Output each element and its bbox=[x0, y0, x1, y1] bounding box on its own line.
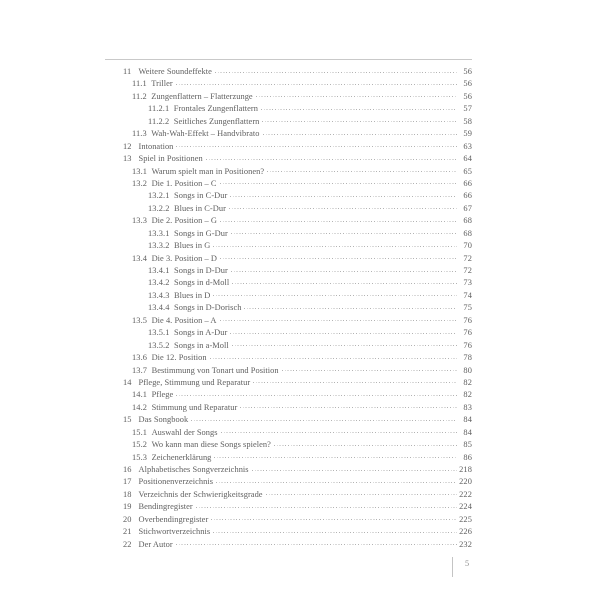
toc-entry[interactable] bbox=[105, 178, 472, 190]
toc-entry[interactable] bbox=[105, 340, 472, 352]
toc-entry-page-number: 82 bbox=[463, 377, 472, 387]
toc-entry-number: 13.4.4 bbox=[148, 303, 170, 313]
toc-leader-dots bbox=[213, 246, 456, 247]
toc-entry[interactable] bbox=[105, 166, 472, 178]
toc-entry-title: Die 1. Position – C bbox=[151, 178, 217, 188]
toc-leader-dots bbox=[274, 445, 457, 446]
toc-entry-page-number: 56 bbox=[463, 79, 472, 89]
toc-entry-number: 12 bbox=[123, 141, 132, 151]
toc-entry[interactable] bbox=[105, 526, 472, 538]
toc-leader-dots bbox=[220, 320, 457, 321]
toc-entry-page-number: 84 bbox=[463, 427, 472, 437]
toc-entry-page-number: 80 bbox=[463, 365, 472, 375]
toc-entry[interactable] bbox=[105, 290, 472, 302]
toc-entry-number: 14.2 bbox=[132, 402, 148, 412]
toc-leader-dots bbox=[220, 221, 457, 222]
toc-entry-number: 17 bbox=[123, 477, 132, 487]
toc-entry[interactable] bbox=[105, 66, 472, 78]
toc-leader-dots bbox=[221, 432, 457, 433]
toc-entry-page-number: 84 bbox=[463, 415, 472, 425]
toc-leader-dots bbox=[210, 358, 457, 359]
toc-entry[interactable] bbox=[105, 277, 472, 289]
toc-entry[interactable] bbox=[105, 414, 472, 426]
toc-entry-page-number: 57 bbox=[463, 104, 472, 114]
toc-entry-page-number: 72 bbox=[463, 266, 472, 275]
toc-entry-title: Wah-Wah-Effekt – Handvibrato bbox=[151, 129, 260, 139]
toc-entry[interactable] bbox=[105, 302, 472, 314]
toc-leader-dots bbox=[215, 72, 457, 73]
toc-leader-dots bbox=[206, 159, 457, 160]
toc-entry-page-number: 220 bbox=[459, 477, 472, 487]
toc-entry-number: 13.5.2 bbox=[148, 340, 170, 350]
toc-entry-number: 13.5.1 bbox=[148, 328, 170, 338]
toc-entry-title: Positionenverzeichnis bbox=[138, 477, 214, 487]
toc-entry-number: 13.2.1 bbox=[148, 191, 170, 201]
toc-entry-title: Das Songbook bbox=[138, 415, 189, 425]
toc-entry[interactable] bbox=[105, 203, 472, 215]
toc-entry[interactable] bbox=[105, 240, 472, 252]
toc-entry-title: Spiel in Positionen bbox=[138, 154, 203, 164]
toc-entry-number: 13.1 bbox=[132, 166, 148, 176]
toc-leader-dots bbox=[267, 171, 456, 172]
toc-entry[interactable] bbox=[105, 78, 472, 90]
toc-entry-number: 14 bbox=[123, 377, 132, 387]
toc-entry-page-number: 56 bbox=[463, 91, 472, 101]
toc-entry[interactable] bbox=[105, 265, 472, 277]
toc-entry-page-number: 76 bbox=[463, 340, 472, 350]
toc-leader-dots bbox=[263, 134, 457, 135]
toc-entry-page-number: 66 bbox=[463, 178, 472, 188]
toc-entry[interactable] bbox=[105, 389, 472, 401]
toc-entry-title: Verzeichnis der Schwierigkeitsgrade bbox=[138, 489, 263, 499]
toc-leader-dots bbox=[244, 308, 456, 309]
toc-leader-dots bbox=[232, 345, 457, 346]
toc-leader-dots bbox=[240, 407, 456, 408]
toc-entry[interactable] bbox=[105, 427, 472, 439]
toc-entry-title: Pflege bbox=[151, 390, 174, 400]
toc-entry-title: Stichwortverzeichnis bbox=[138, 527, 211, 537]
toc-entry-page-number: 78 bbox=[463, 353, 472, 363]
toc-entry-number: 21 bbox=[123, 527, 132, 537]
toc-entry-title: Alphabetisches Songverzeichnis bbox=[138, 465, 249, 474]
toc-entry-title: Die 2. Position – G bbox=[151, 216, 217, 226]
toc-entry-number: 13 bbox=[123, 154, 132, 164]
toc-entry-title: Songs in D-Dur bbox=[174, 266, 228, 275]
toc-entry[interactable] bbox=[105, 215, 472, 227]
toc-entry-number: 13.3.1 bbox=[148, 228, 170, 238]
toc-entry-title: Frontales Zungenflattern bbox=[173, 104, 258, 114]
toc-entry-title: Wo kann man diese Songs spielen? bbox=[151, 440, 271, 450]
toc-leader-dots bbox=[211, 519, 456, 520]
toc-entry[interactable] bbox=[105, 464, 472, 476]
toc-leader-dots bbox=[220, 258, 457, 259]
toc-entry-number: 13.6 bbox=[132, 353, 148, 363]
toc-entry-number: 14.1 bbox=[132, 390, 148, 400]
toc-entry[interactable] bbox=[105, 514, 472, 526]
toc-leader-dots bbox=[266, 494, 457, 495]
toc-leader-dots bbox=[229, 208, 457, 209]
toc-entry[interactable] bbox=[105, 377, 472, 389]
toc-entry-number: 13.4.3 bbox=[148, 290, 170, 300]
toc-entry-page-number: 76 bbox=[463, 315, 472, 325]
toc-entry-page-number: 224 bbox=[459, 502, 472, 512]
toc-leader-dots bbox=[231, 233, 457, 234]
toc-entry-title: Bestimmung von Tonart und Position bbox=[151, 365, 279, 375]
toc-entry-number: 15.1 bbox=[132, 427, 148, 437]
toc-entry-title: Bendingregister bbox=[138, 502, 193, 512]
toc-leader-dots bbox=[261, 109, 457, 110]
toc-entry[interactable] bbox=[105, 352, 472, 364]
toc-entry[interactable] bbox=[105, 128, 472, 140]
toc-entry-title: Die 4. Position – A bbox=[151, 315, 217, 325]
toc-entry-number: 13.4.1 bbox=[148, 266, 170, 275]
toc-entry-title: Auswahl der Songs bbox=[151, 427, 218, 437]
toc-leader-dots bbox=[232, 283, 456, 284]
toc-entry-page-number: 70 bbox=[463, 241, 472, 251]
toc-entry-page-number: 68 bbox=[463, 228, 472, 238]
toc-entry-number: 16 bbox=[123, 465, 132, 474]
toc-leader-dots bbox=[213, 295, 456, 296]
toc-entry[interactable] bbox=[105, 153, 472, 165]
toc-entry-page-number: 225 bbox=[459, 514, 472, 524]
toc-leader-dots bbox=[253, 382, 456, 383]
toc-entry-page-number: 222 bbox=[459, 489, 472, 499]
toc-leader-dots bbox=[220, 183, 457, 184]
toc-leader-dots bbox=[196, 507, 457, 508]
toc-entry-title: Songs in d-Moll bbox=[174, 278, 230, 288]
toc-entry-title: Songs in A-Dur bbox=[174, 328, 228, 338]
toc-entry-page-number: 68 bbox=[463, 216, 472, 226]
toc-entry-title: Seitliches Zungenflattern bbox=[173, 116, 260, 126]
toc-entry-page-number: 218 bbox=[459, 465, 472, 474]
toc-entry[interactable] bbox=[105, 253, 472, 265]
toc-entry[interactable] bbox=[105, 315, 472, 327]
toc-leader-dots bbox=[252, 470, 457, 471]
toc-leader-dots bbox=[191, 420, 456, 421]
toc-entry-title: Zeichenerklärung bbox=[151, 452, 212, 462]
toc-entry-page-number: 63 bbox=[463, 141, 472, 151]
toc-entry[interactable] bbox=[105, 141, 472, 153]
toc-entry-page-number: 56 bbox=[463, 67, 472, 76]
footer-divider bbox=[452, 557, 453, 577]
toc-entry-number: 13.3 bbox=[132, 216, 148, 226]
toc-entry[interactable] bbox=[105, 452, 472, 464]
toc-leader-dots bbox=[216, 482, 456, 483]
toc-entry-page-number: 73 bbox=[463, 278, 472, 288]
toc-entry-page-number: 58 bbox=[463, 116, 472, 126]
toc-entry-number: 11.1 bbox=[132, 79, 147, 89]
toc-entry-page-number: 59 bbox=[463, 129, 472, 139]
toc-leader-dots bbox=[230, 333, 456, 334]
toc-entry-number: 13.2 bbox=[132, 178, 148, 188]
toc-entry-title: Songs in D-Dorisch bbox=[174, 303, 242, 313]
toc-entry-number: 11.3 bbox=[132, 129, 147, 139]
toc-entry[interactable] bbox=[105, 489, 472, 501]
toc-entry[interactable] bbox=[105, 539, 472, 551]
toc-entry-number: 11.2.1 bbox=[148, 104, 170, 114]
toc-entry-number: 13.4 bbox=[132, 253, 148, 263]
toc-entry-page-number: 64 bbox=[463, 154, 472, 164]
toc-entry[interactable] bbox=[105, 103, 472, 115]
toc-entry-number: 18 bbox=[123, 489, 132, 499]
toc-entry-number: 19 bbox=[123, 502, 132, 512]
toc-entry-title: Triller bbox=[151, 79, 173, 89]
toc-entry-title: Zungenflattern – Flatterzunge bbox=[151, 91, 253, 101]
toc-entry[interactable] bbox=[105, 402, 472, 414]
toc-entry-title: Die 3. Position – D bbox=[151, 253, 217, 263]
toc-entry-page-number: 83 bbox=[463, 402, 472, 412]
toc-leader-dots bbox=[213, 532, 456, 533]
toc-entry-page-number: 82 bbox=[463, 390, 472, 400]
toc-entry-title: Pflege, Stimmung und Reparatur bbox=[138, 377, 251, 387]
footer-page-number: 5 bbox=[465, 558, 470, 568]
toc-entry-number: 20 bbox=[123, 514, 132, 524]
toc-entry-number: 15.3 bbox=[132, 452, 148, 462]
toc-leader-dots bbox=[176, 544, 457, 545]
toc-leader-dots bbox=[176, 84, 457, 85]
toc-entry-title: Die 12. Position bbox=[151, 353, 207, 363]
toc-entry-title: Blues in C-Dur bbox=[174, 203, 226, 213]
toc-entry-page-number: 226 bbox=[459, 527, 472, 537]
toc-entry-title: Overbendingregister bbox=[138, 514, 209, 524]
toc-entry-title: Blues in D bbox=[174, 290, 211, 300]
toc-entry-page-number: 74 bbox=[463, 290, 472, 300]
table-of-contents bbox=[105, 66, 472, 551]
toc-entry-number: 13.7 bbox=[132, 365, 148, 375]
toc-entry-title: Intonation bbox=[138, 141, 174, 151]
toc-leader-dots bbox=[262, 121, 456, 122]
toc-entry-page-number: 232 bbox=[459, 539, 472, 549]
toc-entry-number: 15.2 bbox=[132, 440, 148, 450]
toc-entry[interactable] bbox=[105, 501, 472, 513]
toc-entry-number: 11 bbox=[123, 67, 132, 76]
toc-entry-page-number: 75 bbox=[463, 303, 472, 313]
toc-entry-page-number: 65 bbox=[463, 166, 472, 176]
toc-entry-page-number: 67 bbox=[463, 203, 472, 213]
toc-leader-dots bbox=[214, 457, 456, 458]
toc-entry-page-number: 76 bbox=[463, 328, 472, 338]
toc-leader-dots bbox=[230, 196, 456, 197]
toc-entry-title: Weitere Soundeffekte bbox=[138, 67, 212, 76]
toc-entry-number: 13.2.2 bbox=[148, 203, 170, 213]
toc-entry[interactable] bbox=[105, 228, 472, 240]
toc-entry[interactable] bbox=[105, 190, 472, 202]
toc-entry-number: 13.5 bbox=[132, 315, 148, 325]
toc-entry[interactable] bbox=[105, 439, 472, 451]
toc-entry[interactable] bbox=[105, 476, 472, 488]
toc-entry-page-number: 72 bbox=[463, 253, 472, 263]
toc-leader-dots bbox=[231, 271, 457, 272]
toc-entry-page-number: 66 bbox=[463, 191, 472, 201]
toc-entry-title: Der Autor bbox=[138, 539, 173, 549]
toc-entry[interactable] bbox=[105, 91, 472, 103]
toc-entry-page-number: 86 bbox=[463, 452, 472, 462]
toc-entry-number: 13.4.2 bbox=[148, 278, 170, 288]
toc-leader-dots bbox=[176, 395, 456, 396]
toc-leader-dots bbox=[256, 96, 457, 97]
toc-entry-number: 13.3.2 bbox=[148, 241, 170, 251]
toc-entry[interactable] bbox=[105, 116, 472, 128]
toc-entry[interactable] bbox=[105, 327, 472, 339]
toc-entry[interactable] bbox=[105, 365, 472, 377]
toc-leader-dots bbox=[176, 146, 456, 147]
toc-leader-dots bbox=[282, 370, 457, 371]
toc-entry-title: Songs in G-Dur bbox=[174, 228, 228, 238]
toc-entry-page-number: 85 bbox=[463, 440, 472, 450]
toc-entry-number: 11.2.2 bbox=[148, 116, 170, 126]
toc-entry-title: Stimmung und Reparatur bbox=[151, 402, 238, 412]
toc-entry-title: Blues in G bbox=[174, 241, 211, 251]
toc-entry-number: 15 bbox=[123, 415, 132, 425]
header-rule bbox=[105, 59, 472, 60]
toc-entry-number: 22 bbox=[123, 539, 132, 549]
toc-entry-title: Warum spielt man in Positionen? bbox=[151, 166, 265, 176]
toc-entry-number: 11.2 bbox=[132, 91, 147, 101]
page-footer bbox=[452, 556, 469, 578]
toc-entry-title: Songs in C-Dur bbox=[174, 191, 228, 201]
toc-entry-title: Songs in a-Moll bbox=[174, 340, 229, 350]
